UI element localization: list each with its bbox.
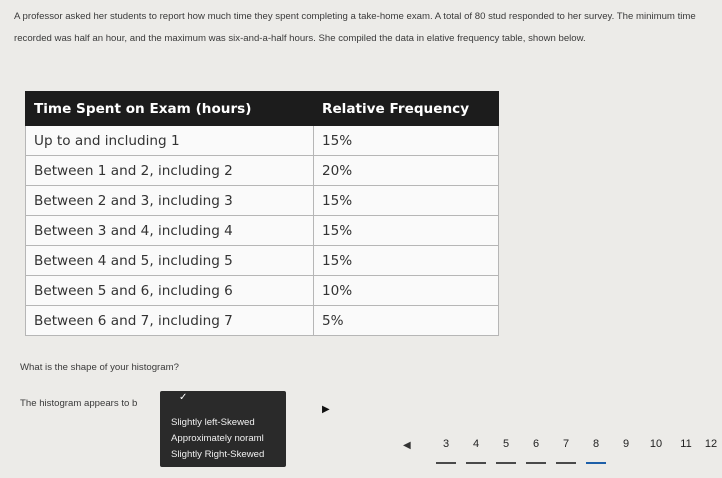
page-underline (436, 462, 456, 464)
time-interval-cell: Between 5 and 6, including 6 (26, 276, 314, 306)
page-underline (556, 462, 576, 464)
frequency-cell: 15% (314, 246, 499, 276)
column-header-time: Time Spent on Exam (hours) (26, 92, 314, 126)
question-text: What is the shape of your histogram? (20, 362, 179, 373)
dropdown-option-left-skewed[interactable]: Slightly left-Skewed (171, 417, 255, 428)
table-row (26, 306, 499, 336)
table-row (26, 186, 499, 216)
table-row (26, 246, 499, 276)
page-underline (466, 462, 486, 464)
page-link-3[interactable]: 3 (442, 438, 450, 450)
mouse-cursor-icon: ▶ (322, 404, 330, 415)
page-link-6[interactable]: 6 (532, 438, 540, 450)
frequency-cell: 15% (314, 216, 499, 246)
page-underline (526, 462, 546, 464)
page-link-10[interactable]: 10 (649, 438, 663, 450)
problem-text-2: responded to her survey. The minimum time recorded was half an hour, and the maximum was six-and-a-half hours. She compiled the data in (14, 11, 696, 44)
frequency-cell: 15% (314, 186, 499, 216)
chevron-left-icon[interactable]: ◀ (403, 440, 411, 451)
relative-frequency-table (25, 91, 499, 336)
table-header-row (26, 92, 499, 126)
answer-lead-text: The histogram appears to b (20, 398, 138, 409)
time-interval-cell: Up to and including 1 (26, 126, 314, 156)
page-underline (496, 462, 516, 464)
page-link-11[interactable]: 11 (680, 438, 692, 450)
current-page-indicator (586, 462, 606, 464)
problem-text-3: elative frequency table, shown below. (426, 33, 586, 44)
time-interval-cell: Between 1 and 2, including 2 (26, 156, 314, 186)
time-interval-cell: Between 2 and 3, including 3 (26, 186, 314, 216)
page-link-9[interactable]: 9 (622, 438, 630, 450)
problem-text-1: A professor asked her students to report how much time they spent completing a take-home exam. A total of 80 stud (14, 11, 507, 22)
time-interval-cell: Between 4 and 5, including 5 (26, 246, 314, 276)
column-header-frequency: Relative Frequency (314, 92, 499, 126)
page-link-7[interactable]: 7 (562, 438, 570, 450)
pagination (400, 438, 722, 468)
table-row (26, 126, 499, 156)
dropdown-option-right-skewed[interactable]: Slightly Right-Skewed (171, 449, 265, 460)
frequency-cell: 5% (314, 306, 499, 336)
frequency-cell: 10% (314, 276, 499, 306)
page-link-4[interactable]: 4 (472, 438, 480, 450)
dropdown-option-approximately-normal[interactable]: Approximately noraml (171, 433, 264, 444)
table-row (26, 276, 499, 306)
page-link-8[interactable]: 8 (592, 438, 600, 450)
page-link-5[interactable]: 5 (502, 438, 510, 450)
table-row (26, 216, 499, 246)
time-interval-cell: Between 3 and 4, including 4 (26, 216, 314, 246)
frequency-cell: 15% (314, 126, 499, 156)
table-row (26, 156, 499, 186)
page-link-12[interactable]: 12 (704, 438, 718, 450)
time-interval-cell: Between 6 and 7, including 7 (26, 306, 314, 336)
checkmark-icon: ✓ (179, 392, 188, 403)
frequency-cell: 20% (314, 156, 499, 186)
problem-statement (14, 6, 714, 50)
